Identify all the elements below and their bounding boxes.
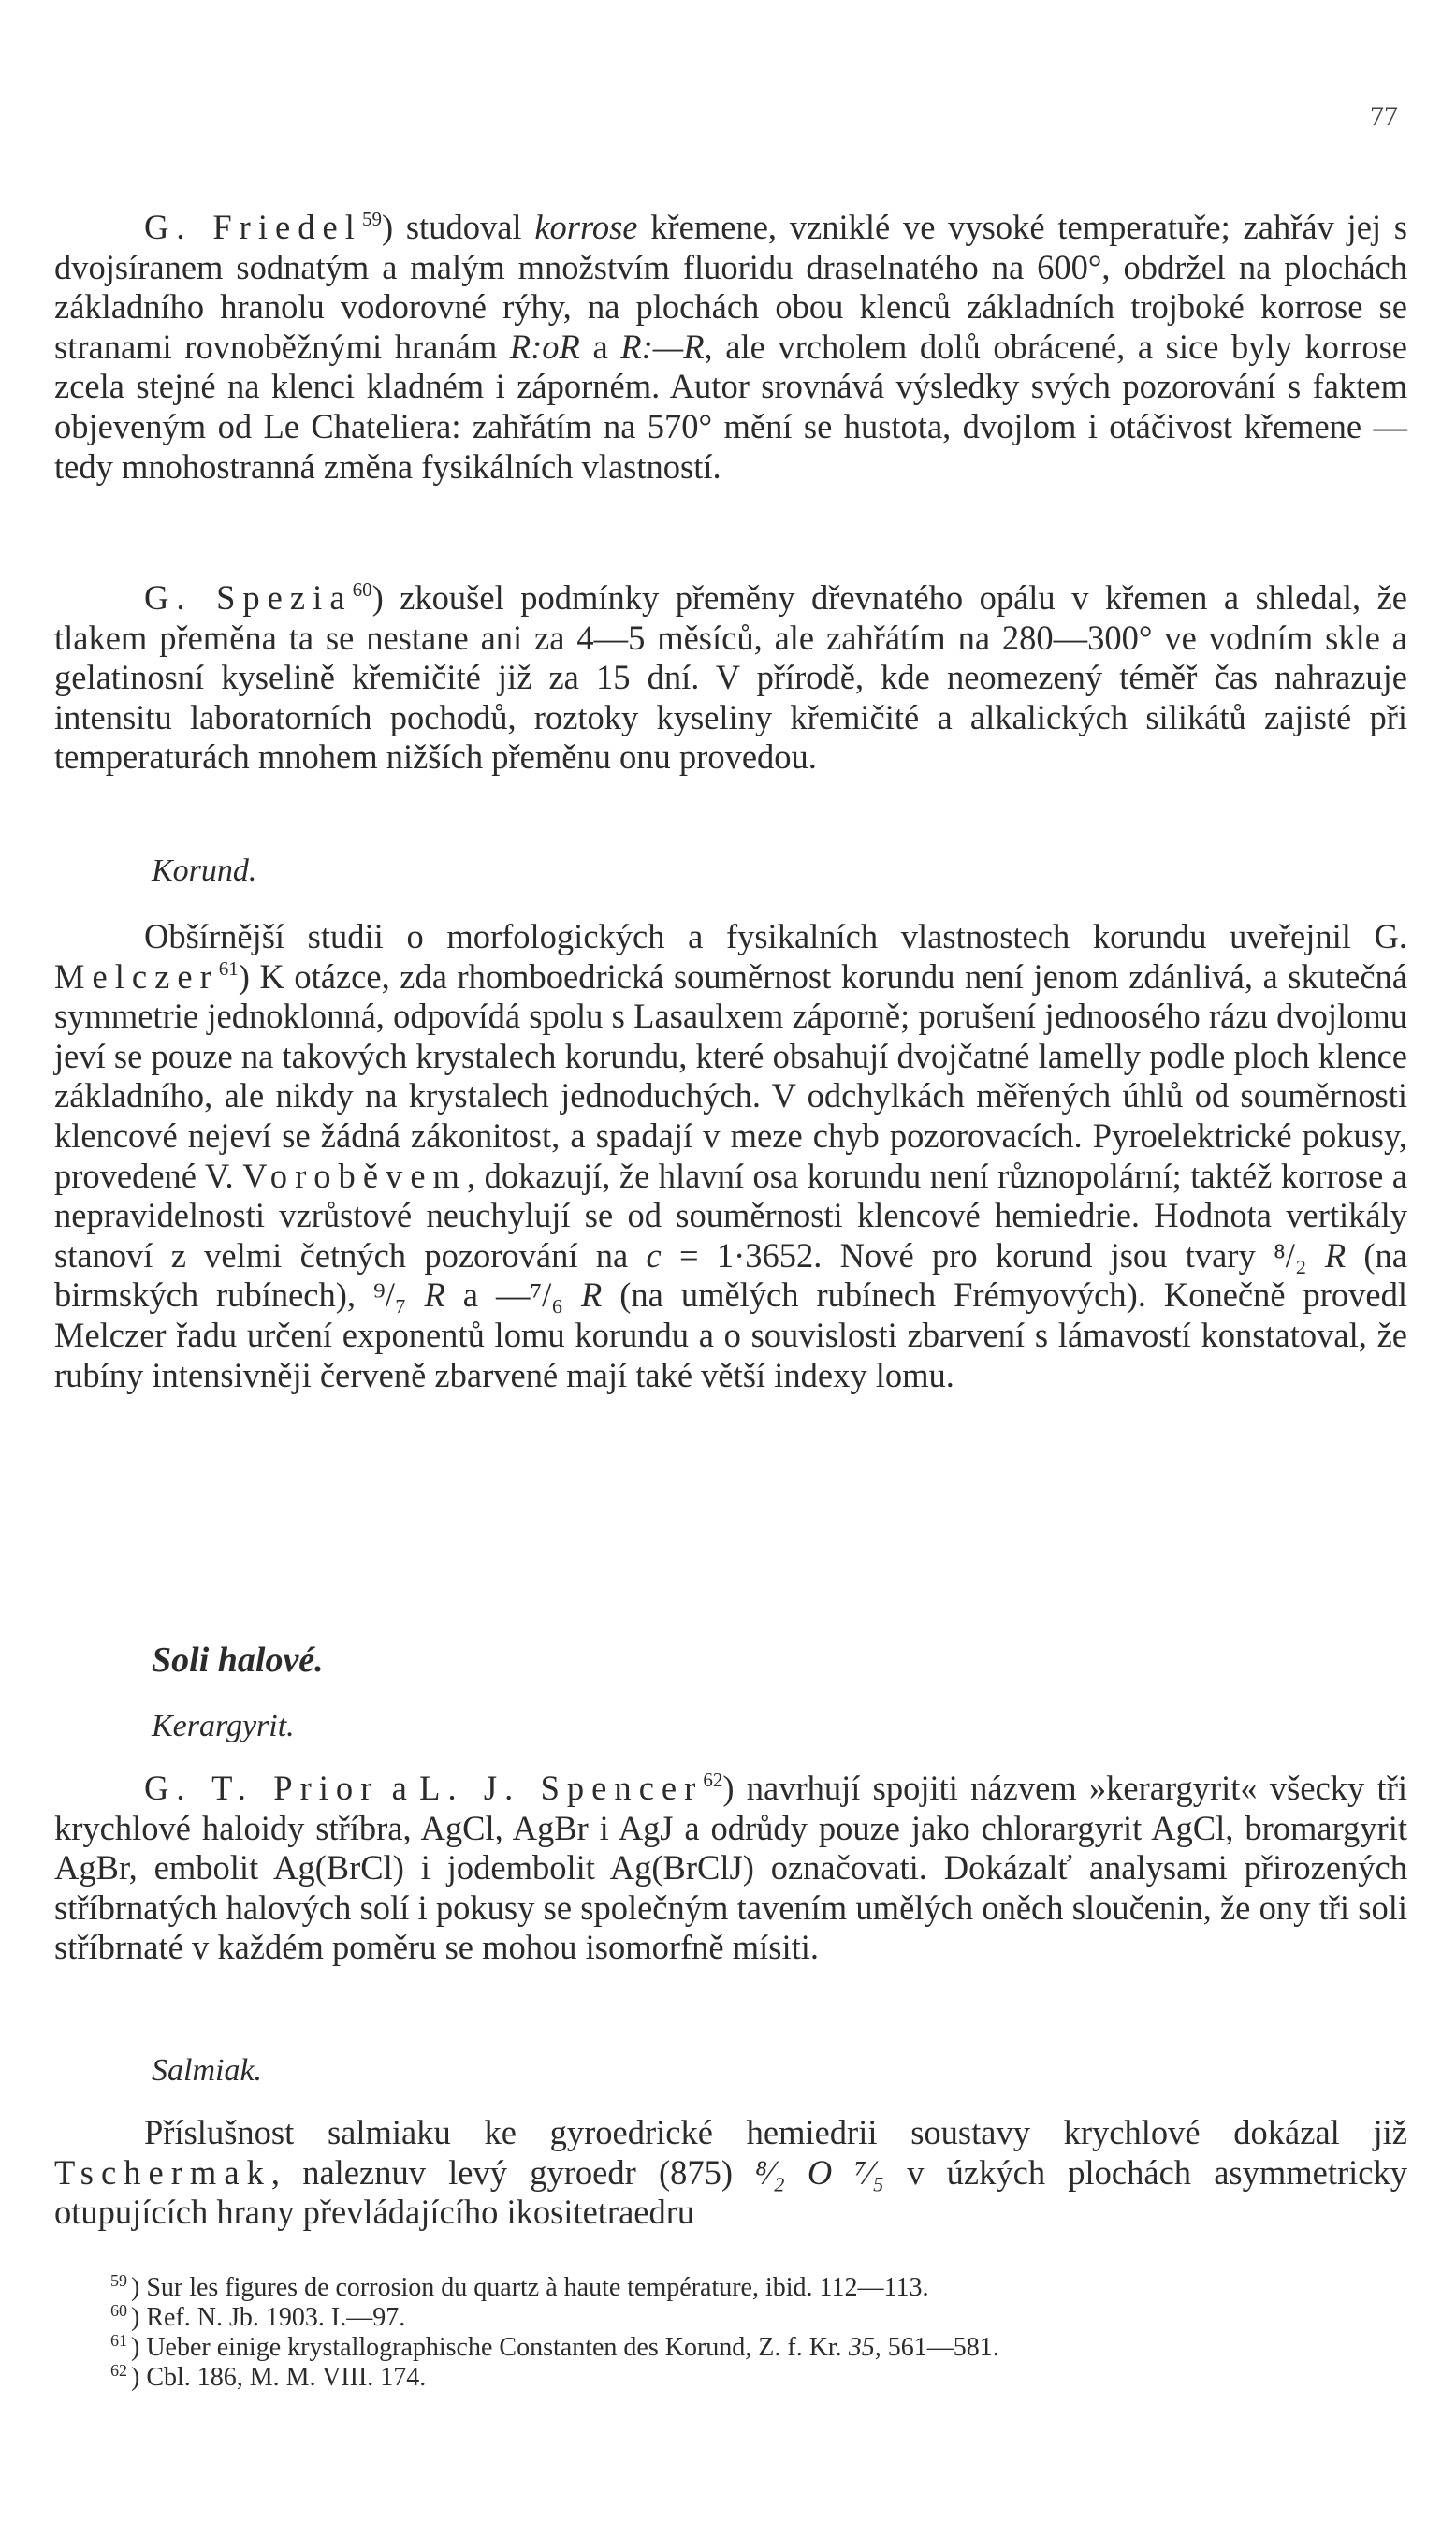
footnote-text: Ref. N. Jb. 1903. I.—97. [146,2303,406,2332]
footnote-mark: 60 [110,2301,127,2320]
text: (na birmských rubínech), ⁹/₇ [54,1235,1407,1315]
text: (na umělých rubínech Frémyových). Konečně provedl Melczer řadu určení exponentů lomu korundu a o souvislosti zbarvení s lámavostí konstatoval, že rubíny intensivněji červeně zbarvené mají také větší indexy lomu. [54,1275,1407,1394]
ref-62: 62 [703,1769,723,1791]
text: ) navrhují spojiti názvem »kerargyrit« všecky tři krychlové haloidy stříbra, AgCl, AgBr i AgJ a odrůdy pouze jako chlorargyrit AgCl, bromargyrit AgBr, embolit Ag(BrCl) i jodembolit Ag(BrClJ) označovati. Dokázalť analysami přirozených stříbrnatých halových solí i pokusy se společným tavením umělých oněch sloučenin, že ony tři soli stříbrnaté v každém poměru se mohou isomorfně mísiti. [54,1769,1407,1967]
author-prior: G. T. Prior [144,1769,380,1807]
footnote-62: $^{62}$ ) Cbl. 186, M. M. VIII. 174. [110,2361,427,2392]
author-spencer: L. J. Spencer [419,1769,704,1807]
ref-60: 60 [352,578,372,601]
formula: R:oR [509,327,580,366]
text: křemene, vzniklé ve vysoké temperatuře; zahřáv jej s dvojsíranem sodnatým a malým množstvím fluoridu draselnatého na 600°, obdržel na plochách základního hranolu vodorovné rýhy, na plochách obou klenců základních trojboké korrose se stranami rovnoběžnými hranám [54,208,1408,366]
text: ) zkoušel podmínky přeměny dřevnatého opálu v křemen a shledal, že tlakem přeměna ta se nestane ani za 4—5 měsíců, ale zahřátím na 280—300° ve vodním skle a gelatinosní kyselině křemičité již za 15 dní. V přírodě, kde neomezený téměř čas nahrazuje intensitu laboratorních pochodů, roztoky kyseliny křemičité a alkalických silikátů zajisté při temperaturách mnohem nižších přeměnu onu provedou. [54,578,1408,777]
formula: c [646,1235,662,1275]
footnote-text: Cbl. 186, M. M. VIII. 174. [146,2363,427,2392]
text: ) studoval [381,208,535,246]
footnote-mark: 59 [110,2271,127,2290]
author-tschermak: Tschermak [54,2152,271,2192]
ref-59: 59 [361,208,382,230]
paragraph-prior-spencer [54,1769,1407,1968]
author-spezia: G. Spezia [144,578,353,617]
heading-soli-halove: Soli halové. [152,1640,324,1680]
text: Obšírnější studii o morfologických a fysikalních vlastnostech korundu uveřejnil G. [144,917,1407,955]
paragraph-melczer [54,917,1407,1395]
footnote-mark: 61 [110,2331,127,2350]
text: ) K otázce, zda rhomboedrická souměrnost korundu není jenom zdánlivá, a skutečná symmetrie jednoklonná, odpovídá spolu s Lasaulxem záporně; porušení jednoosého rázu dvojlomu jeví se pouze na takových krystalech korundu, které obsahují dvojčatné lamelly podle ploch klence základního, ale nikdy na krystalech jednoduchých. V odchylkách měřených úhlů od souměrnosti klencové nejeví se žádná zákonitost, a spadají v meze chyb pozorovacích. Pyroelektrické pokusy, provedené V. [54,956,1407,1195]
paragraph-salmiak [54,2113,1407,2233]
footnote-61: $^{61}$ ) Ueber einige krystallographische Constanten des Korund, Z. f. Kr. 35, 561—581. [110,2331,999,2362]
footnote-text: Ueber einige krystallographische Constanten des Korund, Z. f. Kr. [146,2333,849,2362]
text: = 1·3652. Nové pro korund jsou tvary ⁸/₂ [661,1235,1325,1275]
heading-korund: Korund. [152,853,257,888]
footnote-volume: 35 [848,2333,875,2362]
ref-61: 61 [218,956,239,980]
author-vorobev: Voroběvem [242,1156,467,1195]
text: , ale vrcholem dolů obrácené, a sice byly korrose zcela stejné na klenci kladném i záporném. Autor srovnává výsledky svých pozorování s faktem objeveným od Le Chateliera: zahřátím na 570° mění se hustota, dvojlom i otáčivost křemene — tedy mnohostranná změna fysikálních vlastností. [54,327,1408,486]
text: , dokazují, že hlavní osa korundu není různopolární; taktéž korrose a nepravidelnosti vzrůstové neuchylují se od souměrnosti klencové hemiedrie. Hodnota vertikály stanoví z velmi četných pozorování na [54,1156,1407,1275]
italic-korrose: korrose [534,208,638,246]
formula: ⁸⁄₂ O ⁷⁄₅ [755,2152,884,2192]
formula: R [1324,1235,1347,1275]
formula: R:—R [620,327,705,366]
text: v úzkých plochách asymmetricky otupujících hrany převládajícího ikositetraedru [54,2152,1408,2232]
text: a —⁷/₆ [444,1275,581,1315]
formula: R [581,1275,603,1315]
author-melczer: Melczer [54,956,219,996]
author-friedel: G. Friedel [144,208,362,246]
footnote-59: $^{59}$ ) Sur les figures de corrosion du quartz à haute température, ibid. 112—113. [110,2271,929,2302]
footnote-60: $^{60}$ ) Ref. N. Jb. 1903. I.—97. [110,2301,406,2332]
formula: R [424,1275,445,1315]
footnote-text: , 561—581. [874,2333,999,2362]
footnote-text: Sur les figures de corrosion du quartz à haute température, ibid. 112—113. [146,2273,929,2302]
page-number: 77 [1370,101,1398,132]
paragraph-spezia [54,578,1407,778]
heading-kerargyrit: Kerargyrit. [152,1709,295,1743]
text: Příslušnost salmiaku ke gyroedrické hemiedrii soustavy krychlové dokázal již [144,2113,1407,2151]
footnote-mark: 62 [110,2361,127,2380]
text: , naleznuv levý gyroedr (875) [270,2152,756,2192]
heading-salmiak: Salmiak. [152,2053,263,2088]
text: a [379,1769,420,1807]
paragraph-friedel [54,208,1407,487]
text: a [579,327,621,366]
